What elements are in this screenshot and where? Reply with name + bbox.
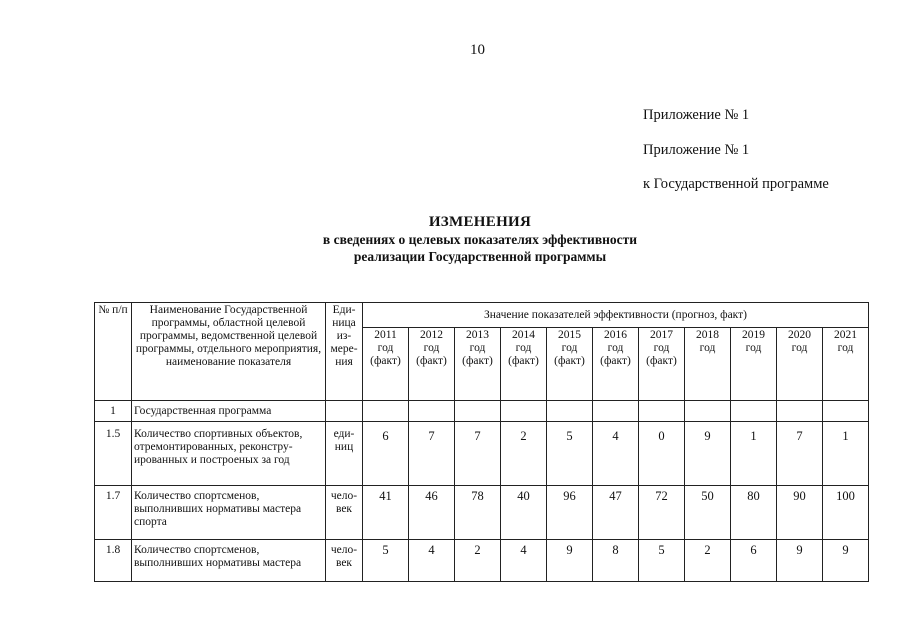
row-value: 8 [593, 540, 639, 582]
row-value: 96 [547, 486, 593, 540]
row-value: 47 [593, 486, 639, 540]
row-value: 2 [455, 540, 501, 582]
header-values-group: Значение показателей эффективности (прогноз, факт) [363, 303, 869, 328]
row-number: 1.5 [95, 422, 132, 486]
row-value: 6 [363, 422, 409, 486]
row-value: 9 [823, 540, 869, 582]
row-value: 9 [777, 540, 823, 582]
title-subtitle-1: в сведениях о целевых показателях эффективности [322, 232, 638, 247]
header-name: Наименование Государственной программы, областной целевой программы, ведомственной целевой программы, отдельного мероприятия, наименование показателя [132, 303, 326, 401]
row-value: 100 [823, 486, 869, 540]
header-year: 2012 год (факт) [409, 328, 455, 401]
header-year: 2014 год (факт) [501, 328, 547, 401]
row-value: 72 [639, 486, 685, 540]
row-name: Государственная программа [132, 401, 326, 422]
row-value: 7 [409, 422, 455, 486]
row-value: 4 [593, 422, 639, 486]
row-value [455, 401, 501, 422]
row-value [639, 401, 685, 422]
page-number: 10 [470, 42, 485, 58]
row-value: 78 [455, 486, 501, 540]
header-year: 2021 год [823, 328, 869, 401]
row-value: 5 [639, 540, 685, 582]
table-row [95, 422, 869, 486]
document-title [280, 214, 680, 265]
annex-label-2: Приложение № 1 [643, 142, 750, 158]
annex-program-reference: к Государственной программе [643, 176, 829, 192]
row-number: 1.7 [95, 486, 132, 540]
row-value: 50 [685, 486, 731, 540]
row-value: 4 [409, 540, 455, 582]
row-value: 7 [455, 422, 501, 486]
header-unit: Еди-ница из-мере-ния [326, 303, 363, 401]
row-value: 1 [731, 422, 777, 486]
header-year: 2015 год (факт) [547, 328, 593, 401]
row-value: 9 [547, 540, 593, 582]
header-year: 2013 год (факт) [455, 328, 501, 401]
row-value: 41 [363, 486, 409, 540]
header-year: 2020 год [777, 328, 823, 401]
header-year: 2019 год [731, 328, 777, 401]
row-name: Количество спортивных объектов, отремонтированных, реконстру-ированных и построеных за год [132, 422, 326, 486]
row-value: 40 [501, 486, 547, 540]
row-value: 0 [639, 422, 685, 486]
row-value: 80 [731, 486, 777, 540]
header-year: 2017 год (факт) [639, 328, 685, 401]
row-value [823, 401, 869, 422]
indicators-table [94, 302, 869, 582]
table-row [95, 540, 869, 582]
title-subtitle-2: реализации Государственной программы [353, 249, 607, 264]
row-unit: чело-век [326, 540, 363, 582]
row-number: 1.8 [95, 540, 132, 582]
table-row [95, 401, 869, 422]
row-value: 2 [685, 540, 731, 582]
row-value [685, 401, 731, 422]
header-number: № п/п [95, 303, 132, 401]
row-value [501, 401, 547, 422]
row-value [777, 401, 823, 422]
row-unit [326, 401, 363, 422]
header-year: 2018 год [685, 328, 731, 401]
row-unit: чело-век [326, 486, 363, 540]
row-value: 9 [685, 422, 731, 486]
row-name: Количество спортсменов, выполнивших нормативы мастера спорта [132, 486, 326, 540]
row-value: 5 [547, 422, 593, 486]
row-value: 1 [823, 422, 869, 486]
header-year: 2016 год (факт) [593, 328, 639, 401]
table-header-row [95, 303, 869, 328]
row-value [593, 401, 639, 422]
row-value [363, 401, 409, 422]
table-row [95, 486, 869, 540]
row-value [409, 401, 455, 422]
title-main: ИЗМЕНЕНИЯ [428, 214, 532, 230]
row-value: 2 [501, 422, 547, 486]
header-year: 2011 год (факт) [363, 328, 409, 401]
row-value [547, 401, 593, 422]
row-value: 46 [409, 486, 455, 540]
row-value: 6 [731, 540, 777, 582]
row-unit: еди-ниц [326, 422, 363, 486]
annex-label-1: Приложение № 1 [643, 107, 750, 123]
row-number: 1 [95, 401, 132, 422]
row-name: Количество спортсменов, выполнивших нормативы мастера [132, 540, 326, 582]
row-value: 5 [363, 540, 409, 582]
row-value [731, 401, 777, 422]
row-value: 4 [501, 540, 547, 582]
row-value: 7 [777, 422, 823, 486]
row-value: 90 [777, 486, 823, 540]
